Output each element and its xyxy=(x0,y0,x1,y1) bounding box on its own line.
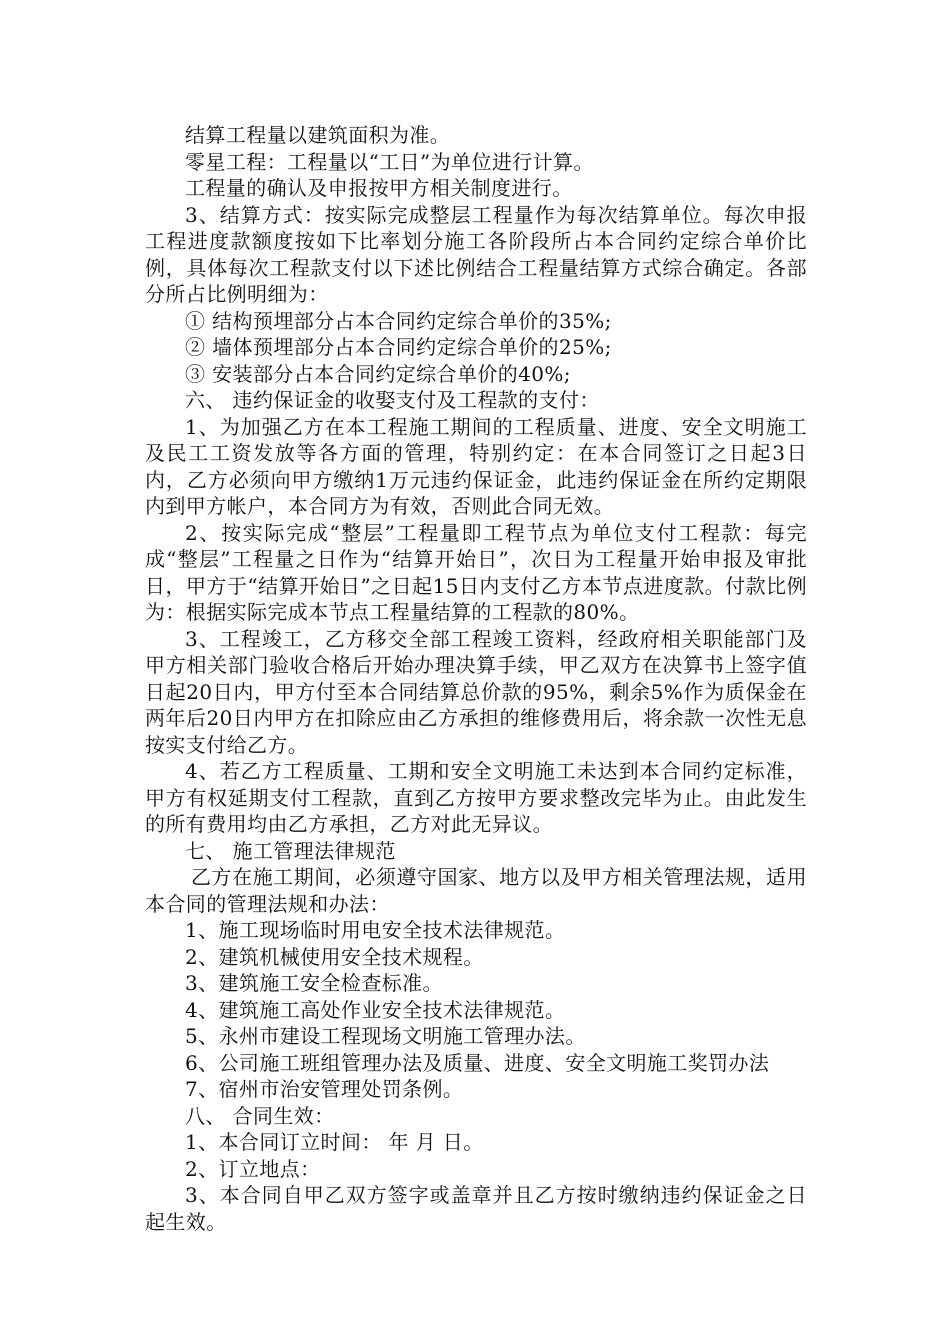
paragraph-delay-payment: 4、若乙方工程质量、工期和安全文明施工未达到本合同约定标准，甲方有权延期支付工程款，直到乙方按甲方要求整改完毕为止。由此发生的所有费用均由乙方承担，乙方对此无异议。 xyxy=(145,759,807,836)
paragraph-payment-per-floor: 2、按实际完成“整层”工程量即工程节点为单位支付工程款：每完成“整层”工程量之日作为“结算开始日”，次日为工程量开始申报及审批日，甲方于“结算开始日”之日起15日内支付乙方本节点进度款。付款比例为：根据实际完成本节点工程量结算的工程款的80%。 xyxy=(145,520,807,624)
paragraph-odd-jobs: 零星工程：工程量以“工日”为单位进行计算。 xyxy=(185,149,594,174)
regulation-item-6: 6、公司施工班组管理办法及质量、进度、安全文明施工奖罚办法 xyxy=(185,1050,770,1075)
paragraph-ratio-wall: ② 墙体预埋部分占本合同约定综合单价的25%; xyxy=(185,335,612,359)
paragraph-effective: 3、本合同自甲乙双方签字或盖章并且乙方按时缴纳违约保证金之日起生效。 xyxy=(145,1183,807,1234)
regulation-item-4: 4、建筑施工高处作业安全技术法律规范。 xyxy=(185,997,566,1022)
paragraph-ratio-installation: ③ 安装部分占本合同约定综合单价的40%; xyxy=(185,361,571,386)
section-heading-six: 六、 违约保证金的收娶支付及工程款的支付： xyxy=(185,388,600,412)
regulation-item-1: 1、施工现场临时用电安全技术法律规范。 xyxy=(185,918,566,942)
regulation-item-3: 3、建筑施工安全检查标准。 xyxy=(185,971,443,995)
regulation-item-7: 7、宿州市治安管理处罚条例。 xyxy=(185,1077,464,1101)
paragraph-ratio-structure: ① 结构预埋部分占本合同约定综合单价的35%; xyxy=(185,308,612,333)
document-body xyxy=(145,122,807,1235)
paragraph-quantity-confirmation: 工程量的确认及申报按甲方相关制度进行。 xyxy=(185,176,573,200)
paragraph-regulations-intro: 乙方在施工期间，必须遵守国家、地方以及甲方相关管理法规，适用本合同的管理法规和办法： xyxy=(145,865,807,916)
section-heading-eight: 八、 合同生效： xyxy=(185,1103,335,1128)
paragraph-completion: 3、工程竣工，乙方移交全部工程竣工资料，经政府相关职能部门及甲方相关部门验收合格后开始办理决算手续，甲乙双方在决算书上签字值日起20日内，甲方付至本合同结算总价款的95%，剩余5%作为质保金在两年后20日内甲方在扣除应由乙方承担的维修费用后，将余款一次性无息按实支付给乙方。 xyxy=(145,626,807,757)
regulation-item-5: 5、永州市建设工程现场文明施工管理办法。 xyxy=(185,1024,586,1048)
paragraph-contract-place: 2、订立地点： xyxy=(185,1156,321,1181)
paragraph-deposit: 1、为加强乙方在本工程施工期间的工程质量、进度、安全文明施工及民工工资发放等各方面的管理，特别约定：在本合同签订之日起3日内，乙方必须向甲方缴纳1万元违约保证金，此违约保证金在所约定期限内到甲方帐户，本合同方为有效，否则此合同无效。 xyxy=(145,414,807,518)
paragraph-contract-date: 1、本合同订立时间： 年 月 日。 xyxy=(185,1130,484,1154)
section-heading-seven: 七、 施工管理法律规范 xyxy=(185,838,396,863)
paragraph-settlement-method: 3、结算方式：按实际完成整层工程量作为每次结算单位。每次申报工程进度款额度按如下比率划分施工各阶段所占本合同约定综合单价比例，具体每次工程款支付以下述比例结合工程量结算方式综合确定。各部分所占比例明细为： xyxy=(145,202,807,306)
regulation-item-2: 2、建筑机械使用安全技术规程。 xyxy=(185,944,484,969)
paragraph-settlement-area: 结算工程量以建筑面积为准。 xyxy=(185,123,451,147)
